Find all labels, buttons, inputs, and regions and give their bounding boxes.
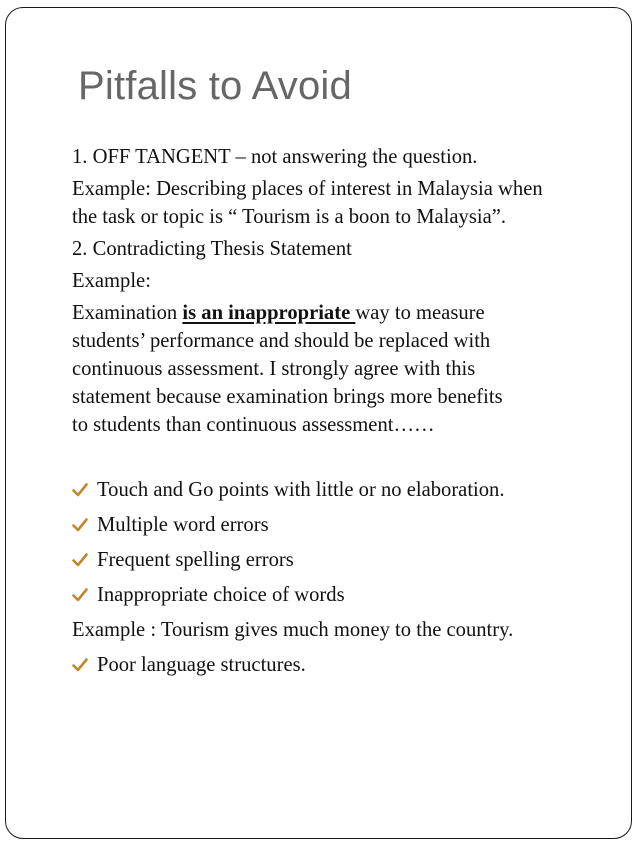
- check-item-5-text: Poor language structures.: [97, 654, 306, 676]
- example-2-line-1: [72, 299, 617, 327]
- check-item-4-text: Inappropriate choice of words: [97, 584, 345, 606]
- check-item-3-text: Frequent spelling errors: [97, 549, 294, 571]
- example-1-line-1: Example: Describing places of interest in Malaysia when: [72, 178, 543, 200]
- slide-title: Pitfalls to Avoid: [78, 64, 352, 108]
- example-2-line-5: to students than continuous assessment……: [72, 414, 435, 436]
- check-item-3: [72, 546, 617, 574]
- checkmark-icon: [72, 657, 88, 673]
- check-item-2: [72, 511, 617, 539]
- check-item-1-text: Touch and Go points with little or no elaboration.: [97, 479, 505, 501]
- check-item-5: [72, 651, 617, 679]
- example-2-text: [72, 299, 617, 439]
- example-2-line-3: continuous assessment. I strongly agree with this: [72, 358, 476, 380]
- slide-body: [72, 143, 617, 686]
- check-item-1: [72, 476, 617, 504]
- checkmark-icon: [72, 552, 88, 568]
- check-item-4: [72, 581, 617, 609]
- spacer: [72, 443, 617, 476]
- example-2-line-2: students’ performance and should be replaced with: [72, 330, 491, 352]
- check-item-2-text: Multiple word errors: [97, 514, 269, 536]
- example-2-line-4: statement because examination brings more benefits: [72, 386, 503, 408]
- checkmark-icon: [72, 587, 88, 603]
- checkmark-icon: [72, 517, 88, 533]
- example-2-label: Example:: [72, 270, 151, 292]
- example-2-emphasis: is an inappropriate: [182, 302, 356, 324]
- example-2-line-1-rest: way to measure: [355, 302, 485, 324]
- pitfall-item-1: 1. OFF TANGENT – not answering the question.: [72, 146, 478, 168]
- example-1-line-2: the task or topic is “ Tourism is a boon to Malaysia”.: [72, 206, 507, 228]
- example-2-prefix: Examination: [72, 302, 183, 324]
- example-3: Example : Tourism gives much money to the country.: [72, 619, 514, 641]
- checkmark-icon: [72, 482, 88, 498]
- example-1: [72, 175, 617, 231]
- pitfall-item-2: 2. Contradicting Thesis Statement: [72, 238, 352, 260]
